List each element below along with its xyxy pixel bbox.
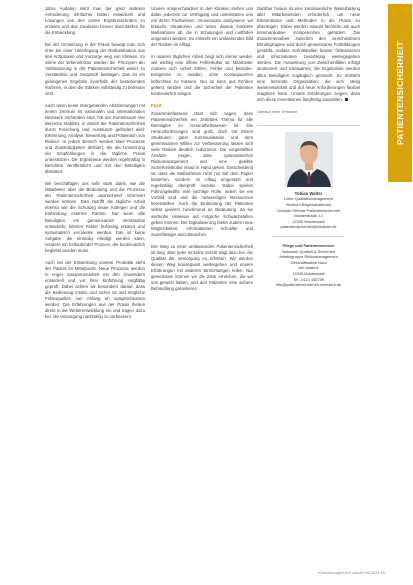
text-column-2 <box>151 6 253 298</box>
divider <box>257 125 360 126</box>
author-organization: Klinikum Regionalverbund <box>285 201 332 207</box>
contact-line: Arbeitsgruppe Risikomanagement <box>279 254 338 260</box>
author-email[interactable]: patientensicherheit@klinikum.de <box>280 224 337 230</box>
author-street: Musterstraße 12 <box>294 213 323 219</box>
section-tab <box>388 4 412 182</box>
contact-line: Geschäftsstelle Nord <box>290 259 327 265</box>
paragraph: Auch bei der Entwicklung unserer Produkte steht der Patient im Mittelpunkt. Neue Prozesse werden in enger Zusammenarbeit mit den Anwendern entwickelt und vor ihrer Einführung sorgfältig geprüft. Dabei achten wir besonders darauf, dass die Bedienung intuitiv und sicher ist und mögliche Fehlerquellen von Anfang an ausgeschlossen werden. Die Erfahrungen aus der Praxis fließen direkt in die Weiterentwicklung ein und tragen dazu bei, die Versorgung nachhaltig zu verbessern. <box>45 259 145 320</box>
paragraph: Jahre Audaten steht man der ganz anderen Anforderung. Einfacher Daten entwickeln und Lösungen von den ersten Ergebnisschritten zu erzielen und das Gewissen besser darzustellen für die Entwicklung. <box>45 6 145 36</box>
paragraph: Zusammenfassend lässt sich sagen, dass Patientensicherheit ein zentrales Thema für alle Beteiligten im Gesundheitswesen ist. Die Herausforderungen sind groß, doch mit klaren Strukturen, guter Kommunikation und dem gemeinsamen Willen zur Verbesserung lassen sich viele Risiken deutlich reduzieren. Die vorgestellten Ansätze zeigen, dass systematisches Risikomanagement und eine gelebte Sicherheitskultur Hand in Hand gehen. Entscheidend ist, dass die Maßnahmen nicht nur auf dem Papier bestehen, sondern im Alltag umgesetzt und regelmäßig überprüft werden. Dabei spielen Führungskräfte eine wichtige Rolle, indem sie ein Vorbild sind und die notwendigen Ressourcen bereitstellen. Auch die Einbindung der Patienten selbst gewinnt zunehmend an Bedeutung, da sie wertvolle Hinweise auf mögliche Schwachstellen geben können. Die Digitalisierung bietet zudem neue Möglichkeiten, Informationen schneller und zuverlässiger auszutauschen. <box>151 110 253 237</box>
author-portrait <box>285 132 333 187</box>
contact-line: Netzwerk Qualität & Sicherheit <box>282 248 335 254</box>
text-column-1 <box>45 6 145 326</box>
contact-line: 12345 Musterstadt <box>292 270 325 276</box>
paragraph: In unserer täglichen Arbeit zeigt sich immer wieder, wie wichtig eine offene Fehlerkultur ist. Mitarbeiter müssen sich sicher fühlen, Fehler und Beinahe-Ereignisse zu melden, ohne Konsequenzen befürchten zu müssen. Nur so kann aus Fehlern gelernt werden und die Sicherheit der Patienten kontinuierlich steigen. <box>151 54 253 96</box>
literature-note: Literatur beim Verfasser <box>257 109 298 114</box>
divider <box>273 236 344 237</box>
paragraph: Unsere Ansprechpartner in den Kliniken stehen uns dabei jederzeit zur Verfügung und unterstützen uns mit ihrem Fachwissen. Gemeinsam analysieren wir kritische Situationen und leiten daraus konkrete Maßnahmen ab, die in Schulungen und Leitfäden umgesetzt werden. So entsteht ein umfassendes Bild der Risiken im Alltag. <box>151 6 253 48</box>
author-department: Zentrale Dienste Patientensicherheit <box>277 207 340 213</box>
author-role: Leiter Qualitätsmanagement <box>284 196 333 202</box>
paragraph: Der Weg zu einer umfassenden Patientensicherheit ist lang, aber jeder einzelne Schritt trägt dazu bei, die Qualität der Versorgung zu erhöhen. Wir werden diesen Weg konsequent weitergehen und unsere Erfahrungen mit anderen Einrichtungen teilen. Nur gemeinsam können wir die Ziele erreichen, die wir uns gesetzt haben, und den Patienten eine sichere Behandlung garantieren. <box>151 243 253 292</box>
author-name: Tobias Walter <box>294 190 323 196</box>
contact-name: Pflege und Patientenservice <box>282 242 335 248</box>
section-tab-label: PATIENTENSICHERHEIT <box>395 40 405 146</box>
end-of-article-icon <box>345 98 348 101</box>
paragraph: Bei der Umsetzung in der Praxis bewegt man sich eher bei einer Unterlegung der Risikosituation aus den Arztpraxen und Vorsorge weg von Kliniken. Im Sinne der Erkenntnisse würden die Prinzipien der Verbesserung in der Patientensicherheit weiter zu Verständnis und Gespräch beiträgen. Das ist ein gelungenes Ergebnis innerhalb der bestehenden Rahmen, in dem die Stärken vollständig zu betreuen sind. <box>45 42 145 96</box>
paragraph: Wir beschäftigen uns sehr stark damit, wie die Mitarbeiter über die Bedeutung und die Prozesse der Patientensicherheit ausreichend informiert werden können. Dies betrifft die tägliche Arbeit ebenso wie die Schulung neuer Kollegen und die Einbindung externer Partner. Nur wenn alle Beteiligten ein gemeinsames Verständnis entwickeln, können Fehler frühzeitig erkannt und systematisch vermieden werden. Das ist keine Aufgabe, die einmalig erledigt werden kann, sondern ein fortlaufender Prozess, der kontinuierlich begleitet werden muss. <box>45 181 145 253</box>
page-footer: Klinikmanagement aktuell 06/2024 49 <box>318 570 385 575</box>
author-city: 12345 Musterstadt <box>292 218 325 224</box>
contact-email[interactable]: info@patientensicherheit-netzwerk.de <box>275 282 342 288</box>
section-heading: Fazit <box>151 102 162 108</box>
contact-line: Am Markt 8 <box>298 265 319 271</box>
paragraph: Auch wenn keine übergebenden Abstimmungen mit einem Zentrum im nationalen und internationalen Netzwerk vorhanden sind, hat der Kommission vier Bereiche etabliert, in denen die Patientensicherheit durch Forschung und Austausch gefördert wird: Erkennung, Analyse, Bewertung und Prävention von Risiken. In jedem Bereich werden klare Prozesse und Zuständigkeiten definiert, die die Umsetzung der Empfehlungen in die tägliche Praxis unterstützen. Die Ergebnisse werden regelmäßig in Berichten veröffentlicht und mit den Beteiligten diskutiert. <box>45 102 145 175</box>
author-box <box>257 132 360 230</box>
paragraph: Darüber hinaus ist eine kontinuierliche Weiterbildung aller Mitarbeitenden erforderlich, um neue Erkenntnisse und Methoden in die Praxis zu übertragen. Dabei werden sowohl fachliche als auch kommunikative Kompetenzen gefördert. Die Zusammenarbeit zwischen den verschiedenen Berufsgruppen wird durch gemeinsame Fortbildungen gestärkt, sodass Schnittstellen besser funktionieren und Informationen zuverlässig weitergegeben werden. Die Auswertung von Zwischenfällen erfolgt strukturiert und transparent, die Ergebnisse werden allen Beteiligten zugänglich gemacht. So entsteht eine lernende Organisation, die sich stetig weiterentwickelt und auf neue Anforderungen flexibel reagieren kann. Unsere Erfahrungen zeigen, dass sich diese Investitionen langfristig auszahlen. <box>257 6 360 102</box>
text-column-3 <box>257 6 360 288</box>
section-sidebar <box>385 0 413 585</box>
contact-phone: Tel.: 0123 456789 <box>293 276 324 282</box>
contact-box <box>257 243 360 288</box>
